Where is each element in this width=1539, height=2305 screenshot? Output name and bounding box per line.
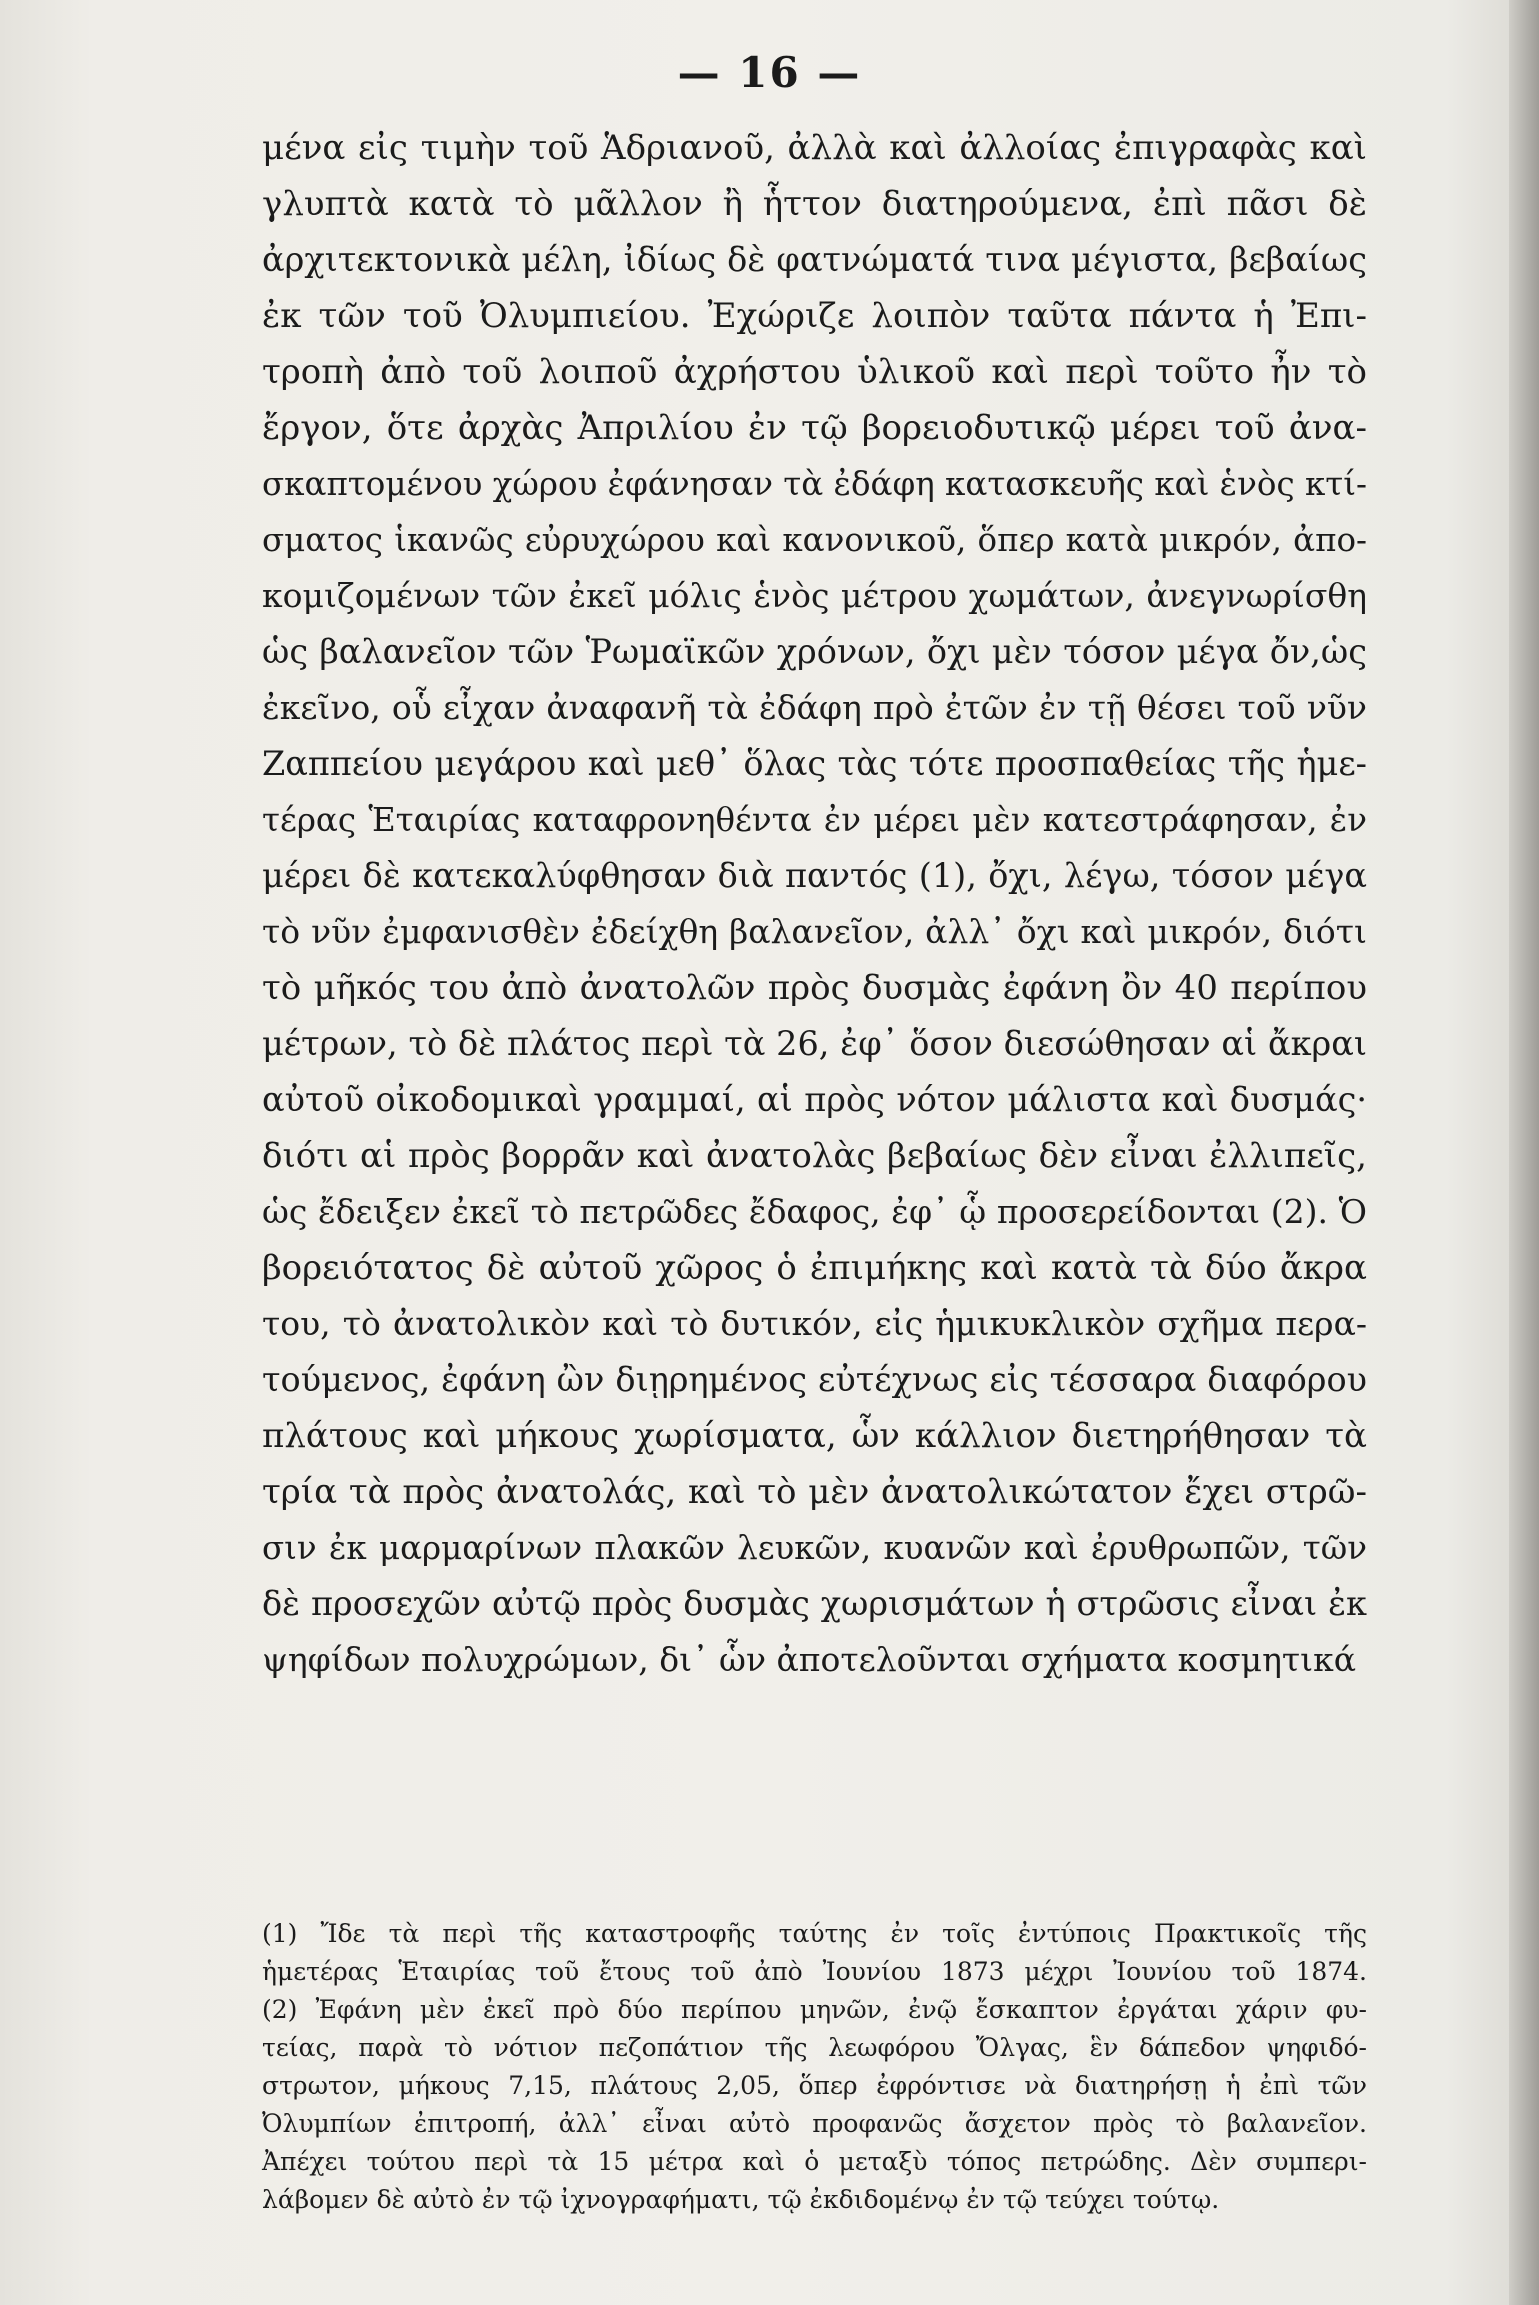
text-line: Ζαππείου μεγάρου καὶ μεθ᾽ ὅλας τὰς τότε προσπαθείας τῆς ἡμε-	[262, 744, 1367, 783]
footnote-line: στρωτον, μήκους 7,15, πλάτους 2,05, ὅπερ ἐφρόντισε νὰ διατηρήσῃ ἡ ἐπὶ τῶν	[262, 2071, 1367, 2100]
text-line: τὸ μῆκός του ἀπὸ ἀνατολῶν πρὸς δυσμὰς ἐφάνη ὂν 40 περίπου	[262, 968, 1367, 1008]
text-line: τὸ νῦν ἐμφανισθὲν ἐδείχθη βαλανεῖον, ἀλλ᾽ ὄχι καὶ μικρόν, διότι	[262, 912, 1367, 951]
text-line: σιν ἐκ μαρμαρίνων πλακῶν λευκῶν, κυανῶν καὶ ἐρυθρωπῶν, τῶν	[262, 1529, 1367, 1567]
footnote-line: τείας, παρὰ τὸ νότιον πεζοπάτιον τῆς λεωφόρου Ὄλγας, ἓν δάπεδον ψηφιδό-	[262, 2033, 1367, 2062]
footnote-line: (2) Ἐφάνη μὲν ἐκεῖ πρὸ δύο περίπου μηνῶν, ἐνῷ ἔσκαπτον ἐργάται χάριν φυ-	[262, 1995, 1367, 2024]
text-line: τέρας Ἑταιρίας καταφρονηθέντα ἐν μέρει μὲν κατεστράφησαν, ἐν	[262, 801, 1367, 839]
text-line: ψηφίδων πολυχρώμων, δι᾽ ὧν ἀποτελοῦνται σχήματα κοσμητικά	[262, 1640, 1356, 1679]
page-number: — 16 —	[677, 48, 862, 97]
text-line: αὐτοῦ οἰκοδομικαὶ γραμμαί, αἱ πρὸς νότον μάλιστα καὶ δυσμάς·	[262, 1080, 1367, 1119]
text-line: μέτρων, τὸ δὲ πλάτος περὶ τὰ 26, ἐφ᾽ ὅσον διεσώθησαν αἱ ἄκραι	[262, 1024, 1367, 1063]
text-line: σκαπτομένου χώρου ἐφάνησαν τὰ ἐδάφη κατασκευῆς καὶ ἑνὸς κτί-	[262, 465, 1367, 503]
text-line: ἀρχιτεκτονικὰ μέλη, ἰδίως δὲ φατνώματά τινα μέγιστα, βεβαίως	[262, 240, 1367, 279]
footnote-line: λάβομεν δὲ αὐτὸ ἐν τῷ ἰχνογραφήματι, τῷ ἐκδιδομένῳ ἐν τῷ τεύχει τούτῳ.	[262, 2185, 1220, 2214]
text-line: μένα εἰς τιμὴν τοῦ Ἁδριανοῦ, ἀλλὰ καὶ ἀλλοίας ἐπιγραφὰς καὶ	[262, 128, 1367, 168]
text-line: ἐκεῖνο, οὗ εἶχαν ἀναφανῆ τὰ ἐδάφη πρὸ ἐτῶν ἐν τῇ θέσει τοῦ νῦν	[262, 688, 1367, 727]
text-line: σματος ἱκανῶς εὐρυχώρου καὶ κανονικοῦ, ὅπερ κατὰ μικρόν, ἀπο-	[262, 521, 1367, 559]
footnotes	[262, 1915, 1367, 2219]
text-line: μέρει δὲ κατεκαλύφθησαν διὰ παντός (1), ὄχι, λέγω, τόσον μέγα	[262, 856, 1367, 895]
text-line: ἐκ τῶν τοῦ Ὀλυμπιείου. Ἐχώριζε λοιπὸν ταῦτα πάντα ἡ Ἐπι-	[262, 296, 1367, 336]
text-line: πλάτους καὶ μήκους χωρίσματα, ὧν κάλλιον διετηρήθησαν τὰ	[262, 1416, 1367, 1456]
text-line: διότι αἱ πρὸς βορρᾶν καὶ ἀνατολὰς βεβαίως δὲν εἶναι ἐλλιπεῖς,	[262, 1136, 1367, 1176]
footnote-line: (1) Ἴδε τὰ περὶ τῆς καταστροφῆς ταύτης ἐν τοῖς ἐντύποις Πρακτικοῖς τῆς	[262, 1919, 1367, 1948]
text-line: ἔργον, ὅτε ἀρχὰς Ἀπριλίου ἐν τῷ βορειοδυτικῷ μέρει τοῦ ἀνα-	[262, 408, 1367, 448]
footnote-line: Ὀλυμπίων ἐπιτροπή, ἀλλ᾽ εἶναι αὐτὸ προφανῶς ἄσχετον πρὸς τὸ βαλανεῖον.	[262, 2109, 1367, 2138]
main-text	[262, 120, 1367, 1688]
footnote-line: Ἀπέχει τούτου περὶ τὰ 15 μέτρα καὶ ὁ μεταξὺ τόπος πετρώδης. Δὲν συμπερι-	[262, 2147, 1367, 2176]
text-line: του, τὸ ἀνατολικὸν καὶ τὸ δυτικόν, εἰς ἡμικυκλικὸν σχῆμα περα-	[262, 1304, 1367, 1343]
text-line: ὡς βαλανεῖον τῶν Ῥωμαϊκῶν χρόνων, ὄχι μὲν τόσον μέγα ὄν,ὡς	[262, 632, 1367, 671]
footnote-line: ἡμετέρας Ἑταιρίας τοῦ ἔτους τοῦ ἀπὸ Ἰουνίου 1873 μέχρι Ἰουνίου τοῦ 1874.	[262, 1957, 1367, 1986]
text-line: γλυπτὰ κατὰ τὸ μᾶλλον ἢ ἧττον διατηρούμενα, ἐπὶ πᾶσι δὲ	[262, 184, 1367, 224]
text-line: κομιζομένων τῶν ἐκεῖ μόλις ἑνὸς μέτρου χωμάτων, ἀνεγνωρίσθη	[262, 576, 1367, 615]
page-edge-shadow	[1509, 0, 1539, 2305]
text-line: βορειότατος δὲ αὐτοῦ χῶρος ὁ ἐπιμήκης καὶ κατὰ τὰ δύο ἄκρα	[262, 1248, 1367, 1288]
text-line: δὲ προσεχῶν αὐτῷ πρὸς δυσμὰς χωρισμάτων ἡ στρῶσις εἶναι ἐκ	[262, 1584, 1367, 1623]
text-line: ὡς ἔδειξεν ἐκεῖ τὸ πετρῶδες ἔδαφος, ἐφ᾽ ᾧ προσερείδονται (2). Ὁ	[262, 1192, 1367, 1231]
text-line: τούμενος, ἐφάνη ὢν διῃρημένος εὐτέχνως εἰς τέσσαρα διαφόρου	[262, 1360, 1367, 1399]
text-line: τρία τὰ πρὸς ἀνατολάς, καὶ τὸ μὲν ἀνατολικώτατον ἔχει στρῶ-	[262, 1472, 1367, 1512]
text-line: τροπὴ ἀπὸ τοῦ λοιποῦ ἀχρήστου ὑλικοῦ καὶ περὶ τοῦτο ἦν τὸ	[262, 352, 1367, 392]
